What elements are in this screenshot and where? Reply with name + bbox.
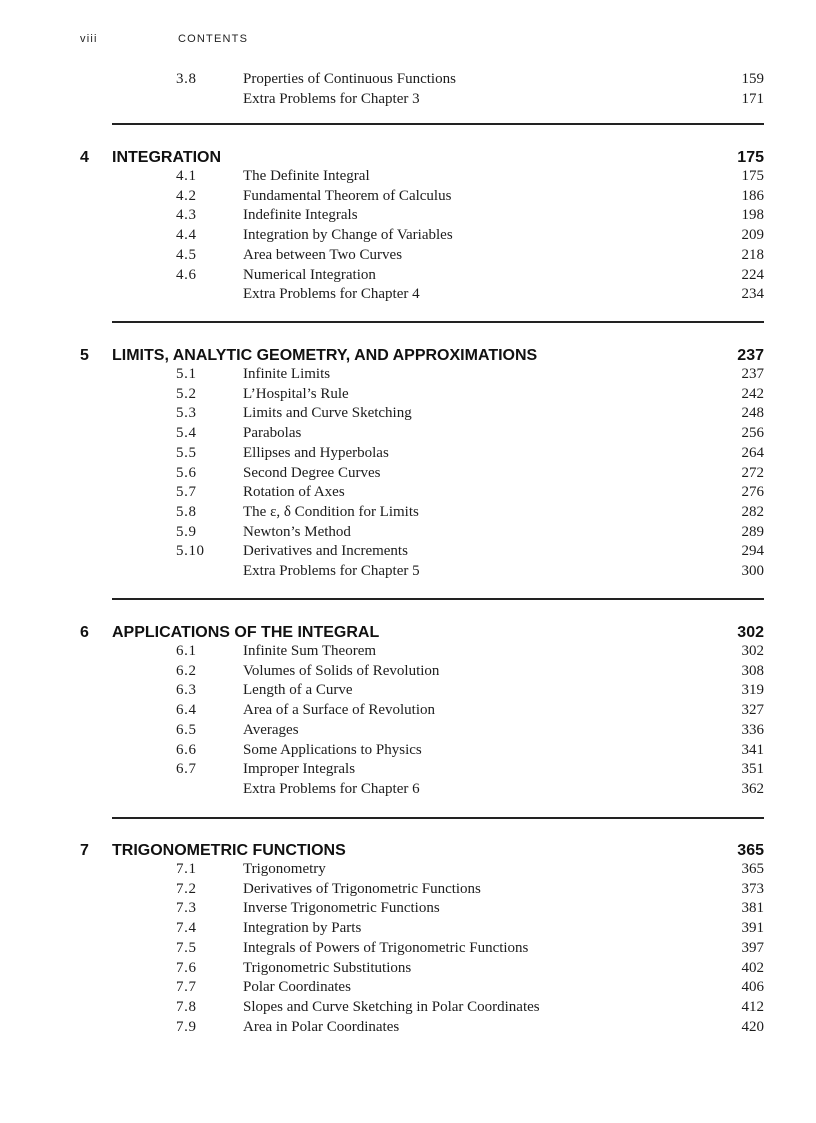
section-page: 272 (741, 464, 764, 481)
toc-section-entry (0, 166, 816, 186)
section-title: Parabolas (243, 425, 302, 442)
section-title: Newton’s Method (243, 523, 351, 540)
section-page: 406 (741, 979, 764, 996)
toc-section-entry (0, 423, 816, 443)
section-number: 7.6 (176, 959, 197, 976)
section-title: Extra Problems for Chapter 5 (243, 563, 420, 579)
section-number: 5.6 (176, 464, 197, 481)
section-title: Area of a Surface of Revolution (243, 702, 436, 719)
section-page: 248 (741, 405, 764, 422)
section-title: Limits and Curve Sketching (243, 405, 412, 422)
toc-section-entry (0, 661, 816, 681)
toc-section-entry (0, 779, 816, 799)
section-page: 420 (741, 1018, 764, 1035)
section-page: 234 (741, 286, 764, 303)
section-page: 171 (741, 90, 764, 107)
section-title: Second Degree Curves (243, 464, 381, 481)
section-page: 365 (741, 861, 764, 877)
section-title: Numerical Integration (243, 266, 376, 283)
section-number: 6.5 (176, 721, 197, 738)
section-number: 6.4 (176, 702, 197, 719)
section-number: 5.7 (176, 484, 197, 501)
section-title: Volumes of Solids of Revolution (243, 662, 440, 679)
section-page: 159 (741, 71, 764, 87)
section-title: Integration by Parts (243, 920, 362, 937)
section-number: 3.8 (176, 71, 197, 87)
section-title: Trigonometric Substitutions (243, 959, 412, 976)
section-page: 319 (741, 682, 764, 699)
toc-section-entry (0, 977, 816, 997)
section-page: 327 (741, 702, 764, 719)
toc-section-entry (0, 482, 816, 502)
section-page: 186 (741, 187, 764, 204)
section-page: 237 (741, 366, 764, 382)
toc-section-entry (0, 918, 816, 938)
section-page: 302 (741, 643, 764, 659)
section-page: 300 (741, 563, 764, 579)
section-number: 6.6 (176, 741, 197, 758)
section-title: Inverse Trigonometric Functions (243, 900, 440, 917)
section-number: 6.3 (176, 682, 197, 699)
section-page: 224 (741, 266, 764, 283)
section-title: Rotation of Axes (243, 484, 345, 501)
section-page: 218 (741, 246, 764, 263)
chapter-title: TRIGONOMETRIC FUNCTIONS (112, 842, 346, 859)
toc-section-entry (0, 1017, 816, 1037)
section-title: Extra Problems for Chapter 6 (243, 780, 420, 797)
toc-section-entry (0, 443, 816, 463)
toc-section-entry (0, 561, 816, 581)
section-page: 336 (741, 721, 764, 738)
section-page: 264 (741, 444, 764, 461)
toc-section-entry (0, 403, 816, 423)
section-number: 5.1 (176, 366, 197, 382)
section-number: 7.8 (176, 998, 197, 1015)
chapter-page: 365 (737, 842, 764, 859)
section-number: 4.1 (176, 168, 197, 184)
section-page: 242 (741, 385, 764, 402)
chapter-page: 237 (737, 347, 764, 364)
section-number: 6.2 (176, 662, 197, 679)
chapter-title: LIMITS, ANALYTIC GEOMETRY, AND APPROXIMATIONS (112, 347, 538, 364)
section-page: 175 (741, 168, 764, 184)
section-title: The ε, δ Condition for Limits (243, 503, 419, 520)
section-number: 5.9 (176, 523, 197, 540)
section-number: 4.6 (176, 266, 197, 283)
section-page: 351 (741, 761, 764, 778)
section-title: Polar Coordinates (243, 979, 351, 996)
running-head (0, 33, 816, 49)
section-title: The Definite Integral (243, 168, 370, 184)
section-page: 198 (741, 207, 764, 224)
chapter-title: APPLICATIONS OF THE INTEGRAL (112, 624, 380, 641)
chapter-divider (112, 598, 764, 600)
section-title: Infinite Limits (243, 366, 331, 382)
section-title: Infinite Sum Theorem (243, 643, 377, 659)
section-page: 381 (741, 900, 764, 917)
section-number: 6.1 (176, 643, 197, 659)
section-page: 209 (741, 227, 764, 244)
chapter-number: 7 (80, 842, 89, 859)
section-page: 373 (741, 880, 764, 897)
toc-section-entry (0, 700, 816, 720)
toc-section-entry (0, 879, 816, 899)
toc-section-entry (0, 265, 816, 285)
section-number: 5.5 (176, 444, 197, 461)
section-title: L’Hospital’s Rule (243, 385, 349, 402)
section-page: 308 (741, 662, 764, 679)
section-number: 7.9 (176, 1018, 197, 1035)
section-title: Derivatives and Increments (243, 543, 408, 560)
section-title: Integration by Change of Variables (243, 227, 453, 244)
section-title: Trigonometry (243, 861, 326, 877)
page-number: viii (80, 33, 98, 45)
section-title: Derivatives of Trigonometric Functions (243, 880, 481, 897)
section-title: Length of a Curve (243, 682, 353, 699)
toc-section-entry (0, 245, 816, 265)
section-number: 7.5 (176, 939, 197, 956)
chapter-page: 302 (737, 624, 764, 641)
toc-section-entry (0, 938, 816, 958)
section-number: 4.4 (176, 227, 197, 244)
toc-section-entry (0, 225, 816, 245)
section-title: Slopes and Curve Sketching in Polar Coordinates (243, 998, 540, 1015)
section-number: 6.7 (176, 761, 197, 778)
section-title: Some Applications to Physics (243, 741, 422, 758)
section-number: 5.3 (176, 405, 197, 422)
toc-section-entry (0, 680, 816, 700)
toc-section-entry (0, 522, 816, 542)
section-title: Extra Problems for Chapter 3 (243, 90, 420, 107)
section-number: 7.4 (176, 920, 197, 937)
section-page: 341 (741, 741, 764, 758)
section-title: Properties of Continuous Functions (243, 71, 456, 87)
section-title: Fundamental Theorem of Calculus (243, 187, 452, 204)
section-number: 7.3 (176, 900, 197, 917)
section-page: 412 (741, 998, 764, 1015)
section-number: 7.7 (176, 979, 197, 996)
section-title: Ellipses and Hyperbolas (243, 444, 389, 461)
section-title: Area in Polar Coordinates (243, 1018, 400, 1035)
section-number: 4.5 (176, 246, 197, 263)
section-number: 5.2 (176, 385, 197, 402)
toc-section-entry (0, 69, 816, 89)
section-page: 282 (741, 503, 764, 520)
chapter-divider (112, 321, 764, 323)
section-number: 4.3 (176, 207, 197, 224)
section-number: 7.2 (176, 880, 197, 897)
toc-section-entry (0, 641, 816, 661)
toc-section-entry (0, 364, 816, 384)
chapter-page: 175 (737, 149, 764, 166)
chapter-number: 5 (80, 347, 89, 364)
chapter-number: 6 (80, 624, 89, 641)
toc-section-entry (0, 997, 816, 1017)
section-page: 294 (741, 543, 764, 560)
toc-section-entry (0, 759, 816, 779)
section-page: 362 (741, 780, 764, 797)
section-page: 256 (741, 425, 764, 442)
toc-section-entry (0, 463, 816, 483)
chapter-divider (112, 817, 764, 819)
page-title: CONTENTS (178, 33, 249, 45)
section-number: 7.1 (176, 861, 197, 877)
toc-section-entry (0, 502, 816, 522)
section-title: Improper Integrals (243, 761, 356, 778)
section-number: 4.2 (176, 187, 197, 204)
section-page: 289 (741, 523, 764, 540)
chapter-divider (112, 123, 764, 125)
section-title: Integrals of Powers of Trigonometric Functions (243, 939, 529, 956)
toc-section-entry (0, 205, 816, 225)
section-page: 402 (741, 959, 764, 976)
section-number: 5.4 (176, 425, 197, 442)
chapter-title: INTEGRATION (112, 149, 222, 166)
toc-section-entry (0, 284, 816, 304)
section-number: 5.8 (176, 503, 197, 520)
toc-section-entry (0, 541, 816, 561)
toc-section-entry (0, 720, 816, 740)
section-title: Extra Problems for Chapter 4 (243, 286, 420, 303)
toc-section-entry (0, 384, 816, 404)
section-title: Area between Two Curves (243, 246, 403, 263)
toc-section-entry (0, 186, 816, 206)
section-page: 391 (741, 920, 764, 937)
chapter-number: 4 (80, 149, 89, 166)
section-page: 276 (741, 484, 764, 501)
section-number: 5.10 (176, 543, 205, 560)
toc-section-entry (0, 958, 816, 978)
toc-section-entry (0, 898, 816, 918)
section-title: Indefinite Integrals (243, 207, 358, 224)
section-page: 397 (741, 939, 764, 956)
toc-section-entry (0, 89, 816, 109)
toc-section-entry (0, 859, 816, 879)
section-title: Averages (243, 721, 299, 738)
toc-section-entry (0, 740, 816, 760)
